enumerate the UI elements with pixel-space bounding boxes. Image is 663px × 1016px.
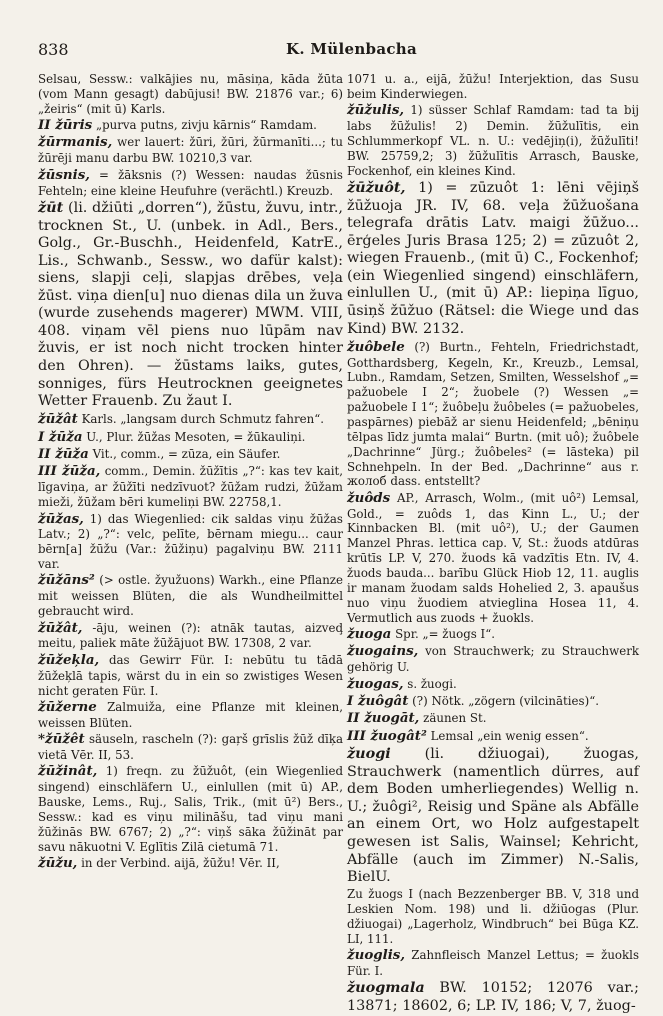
entry-text: (> ostle. žyužuons) Warkh., eine Pflanze mit weissen Blüten, die als Wundheilmittel gebraucht wird. bbox=[38, 573, 343, 619]
entry-headword: žūžât, bbox=[38, 619, 83, 636]
entry-text: wer lauert: žūri, žūri, žūrmanīti...; tu žūrēji manu darbu BW. 10210,3 var. bbox=[38, 135, 344, 166]
dictionary-entry bbox=[347, 728, 639, 745]
dictionary-entry bbox=[38, 429, 343, 446]
entry-headword: žūžulis, bbox=[347, 102, 405, 119]
entry-headword: žūsnis, bbox=[38, 166, 90, 183]
right-column bbox=[347, 72, 639, 1016]
dictionary-entry bbox=[38, 117, 343, 134]
dictionary-entry bbox=[347, 626, 639, 643]
entry-headword: žūt bbox=[38, 198, 64, 216]
dictionary-entry bbox=[347, 72, 639, 102]
dictionary-entry bbox=[38, 855, 343, 872]
entry-text: von Strauchwerk; zu Strauchwerk gehörig U. bbox=[347, 644, 639, 675]
entry-text: (li. džiūti „dorren“), žūstu, žuvu, intr., trocknen St., U. (unbek. in Adl., Bers., Golg., Gr.-Buschh., Heidenfeld, KatrE., Lis., Schwanb., Sessw., wo dafür kalst): siens, slapji ceļi, slapjas drēbes, veļa žūst. viņa dien[u] nuo dienas dila un žuva (wurde zusehends magerer) MWM. VIII, 408. viņam vēl piens nuo lūpām nav žuvis, er ist noch nicht trocken hinter den Ohren). — žūstams laiks, gutes, sonniges, fürs Heutrocknen geeignetes Wetter Frauenb. Zu žaut I. bbox=[38, 199, 343, 410]
entry-text: Lemsal „ein wenig essen“. bbox=[430, 728, 589, 743]
entry-text: 1) das Wiegenlied: cik saldas viņu žūžas Latv.; 2) „?“: velc, pelīte, bērnam miegu... caur bērn[a] žūžu (Var.: žūžiņu) pagalviņu BW. 2111 var. bbox=[38, 511, 343, 572]
entry-text: „purva putns, zivju kārnis“ Ramdam. bbox=[95, 118, 317, 133]
entry-text: Zu žuogs I (nach Bezzenberger BB. V, 318 und Leskien Nom. 198) und li. džiūogas (Plur. džiuogai) „Lagerholz, Windbruch“ bei Būga KZ. LI, 111. bbox=[347, 887, 639, 946]
entry-headword: žuoga bbox=[347, 626, 392, 642]
dictionary-entry bbox=[38, 134, 343, 166]
dictionary-entry bbox=[38, 167, 343, 199]
entry-text: (?) Burtn., Fehteln, Friedrichstadt, Gotthardsberg, Kegeln, Kr., Kreuzb., Lemsal, Lubn., Ramdam, Setzen, Smilten, Wesselshof „= pažuobele I 2“; žuobele (?) Wessen „= pažuobele I 1“; žuôbeļu žuôbeles (= pažuobeles, paspārnes) piebāž ar sienu Heidenfeld; „bēniņu tēlpas līdz jumta malai“ Burtn. (mit uô); žuôbele „Dachrinne“ Jürg.; žuôbeles² (= lāsteka) pil Schnehpeln. In der Bed. „Dachrinne“ aus r. жолоб dass. entstellt? bbox=[347, 339, 639, 489]
entry-headword: žuôds bbox=[347, 489, 391, 506]
entry-text: Zalmuiža, eine Pflanze mit kleinen, weissen Blüten. bbox=[38, 699, 344, 730]
dictionary-entry bbox=[38, 620, 343, 652]
dictionary-entry bbox=[38, 72, 343, 117]
dictionary-entry bbox=[38, 763, 343, 854]
entry-text: in der Verbind. aijā, žūžu! Vēr. II, bbox=[81, 856, 280, 871]
entry-text: Vit., comm., = zūza, ein Säufer. bbox=[92, 447, 281, 461]
entry-headword: žūžāns² bbox=[38, 572, 95, 589]
dictionary-entry bbox=[347, 947, 639, 979]
entry-text: 1) freqn. zu žūžuôt, (ein Wiegenlied singend) einschläfern U., einlullen (mit ū) AP., Bauske, Lems., Ruj., Salis, Trik., (mit ū²) Bers., Sessw.: kad es viņu milināšu, tad viņu mani žūžinās BW. 6767; 2) „?“: viņš sāka žūžināt par savu nākuotni V. Eglītis Zilā cietumā 71. bbox=[38, 764, 343, 854]
dictionary-entry bbox=[38, 463, 343, 510]
page-header bbox=[38, 40, 637, 62]
entry-text: s. žuogi. bbox=[407, 676, 457, 691]
entry-headword: žūžinât, bbox=[38, 763, 98, 780]
entry-headword: žuôbele bbox=[347, 338, 405, 355]
dictionary-entry bbox=[347, 887, 639, 946]
entry-headword: žuogmala bbox=[347, 979, 425, 997]
dictionary-entry bbox=[38, 411, 343, 428]
entry-headword: II žūris bbox=[38, 117, 93, 134]
entry-headword: žūžu, bbox=[38, 855, 78, 872]
entry-text: säuseln, rascheln (?): gaŗš grīslis žūž dīķa vietā Vēr. II, 53. bbox=[38, 732, 343, 763]
dictionary-entry bbox=[347, 676, 639, 693]
entry-headword: III žūža, bbox=[38, 463, 101, 480]
entry-text: = žāksnis (?) Wessen: naudas žūsnis Fehteln; eine kleine Heufuhre (verächtl.) Kreuzb. bbox=[38, 167, 343, 198]
entry-headword: žuogi bbox=[347, 745, 391, 763]
entry-text: BW. 10152; 12076 var.; 13871; 18602, 6; LP. IV, 186; V, 7, žuog- bbox=[347, 980, 640, 1014]
entry-headword: I žuôgât bbox=[347, 693, 409, 710]
entry-headword: žuogas, bbox=[347, 675, 404, 692]
entry-headword: žuogains, bbox=[347, 643, 419, 660]
entry-headword: žūrmanis, bbox=[38, 134, 113, 151]
entry-headword: II žuogāt, bbox=[347, 710, 420, 727]
entry-text: 1) süsser Schlaf Ramdam: tad ta bij labs žūžulis! 2) Demin. žūžulītis, ein Schlummerkopf VL. n. U.: vedējiņ(i), žūžulīti! BW. 25759,2; 3) žūžulītis Arrasch, Bauske, Fockenhof, ein kleines Kind. bbox=[347, 103, 640, 178]
entry-text: Karls. „langsam durch Schmutz fahren“. bbox=[81, 412, 324, 427]
dictionary-entry bbox=[38, 446, 343, 463]
entry-text: 1) = zūzuôt 1: lēni vējiņš žūžuoja JR. IV, 68. veļa žūžuošana telegrafa drātis Latv. maigi žūžuo... ērģeles Juris Brasa 125; 2) = zūzuôt 2, wiegen Frauenb., (mit ū) C., Fockenhof; (ein Wiegenlied singend) einschläfern, einlullen U., (mit ū) AP.: liepiņa līguo, ūsiņš žūžuo (Rätsel: die Wiege und das Kind) BW. 2132. bbox=[347, 180, 639, 337]
entry-headword: III žuogât² bbox=[347, 727, 427, 744]
entry-headword: žūžât bbox=[38, 411, 78, 428]
entry-text: das Gewirr Für. I: nebūtu tu tādā žūžeķlā tapis, wärst du in ein so zwistiges Wesen nicht geraten Für. I. bbox=[38, 652, 343, 698]
entry-headword: II žūža bbox=[38, 446, 89, 462]
dictionary-entry bbox=[347, 490, 639, 626]
entry-text: comm., Demin. žūžītis „?“: kas tev kait, līgaviņa, ar žūžīti nedzīvuot? žūžam rudzi, žūžam mieži, žūžam bēri kumeliņi BW. 22758,1. bbox=[38, 464, 343, 510]
dictionary-entry bbox=[347, 102, 639, 178]
entry-text: AP., Arrasch, Wolm., (mit uô²) Lemsal, Gold., = zuôds 1, das Kinn L., U.; der Kinnbacken Bl. (mit uô²), U.; der Gaumen Manzel Phras. lettica cap. V, St.: žuods atdūras krūtīs LP. V, 270. žuods kā vadzītis Etn. IV, 4. žuods bauda... barību Glück Hiob 12, 11. auglis ir manam žuodam salds Hohelied 2, 3. apaušus nuo viņu žuodiem atvieglina Hosea 11, 4. Vermutlich aus zuods + žuokls. bbox=[347, 490, 639, 625]
entry-headword: *žūžêt bbox=[38, 731, 85, 748]
dictionary-entry bbox=[38, 699, 343, 731]
dictionary-entry bbox=[38, 731, 343, 763]
dictionary-entry bbox=[347, 643, 639, 675]
entry-text: (li. džiuogai), žuogas, Strauchwerk (namentlich dürres, auf dem Boden umherliegendes) Wellig n. U.; žuôgi², Reisig und Späne als Abfälle an einem Ort, wo Holz aufgestapelt gewesen ist Salis, Wainsel; Kehricht, Abfälle (auch im Zimmer) N.-Salis, BielU. bbox=[347, 746, 639, 886]
entry-headword: žūžas, bbox=[38, 510, 84, 527]
entry-text: 1071 u. a., eijā, žūžu! Interjektion, das Susu beim Kinderwiegen. bbox=[347, 72, 639, 101]
dictionary-entry bbox=[38, 652, 343, 699]
entry-headword: žuoglis, bbox=[347, 947, 406, 964]
entry-headword: I žūža bbox=[38, 428, 83, 445]
page-number: 838 bbox=[38, 40, 69, 59]
entry-text: Spr. „= žuogs I“. bbox=[395, 627, 495, 641]
entry-text: zäunen St. bbox=[423, 711, 487, 726]
entry-headword: žūžerne bbox=[38, 698, 97, 715]
entry-headword: žūžeķla, bbox=[38, 651, 100, 668]
entry-text: -āju, weinen (?): atnāk tautas, aizveḑ meitu, paliek māte žūžājuot BW. 17308, 2 var. bbox=[38, 620, 343, 651]
dictionary-entry bbox=[347, 179, 639, 338]
left-column bbox=[38, 72, 343, 873]
dictionary-entry bbox=[347, 339, 639, 490]
entry-text: (?) Nötk. „zögern (vilcināties)“. bbox=[412, 694, 599, 709]
running-head: K. Mülenbacha bbox=[286, 40, 418, 58]
entry-text: U., Plur. žūžas Mesoten, = žūkauliņi. bbox=[86, 429, 306, 444]
dictionary-entry bbox=[347, 693, 639, 710]
dictionary-entry bbox=[38, 511, 343, 572]
entry-text: Zahnfleisch Manzel Lettus; = žuokls Für. I. bbox=[347, 948, 640, 979]
dictionary-entry bbox=[347, 979, 639, 1015]
dictionary-entry bbox=[347, 745, 639, 887]
entry-text: Selsau, Sessw.: valkājies nu, māsiņa, kāda žūta (vom Mann gesagt) dabūjusi! BW. 21876 var.; 6) „žeiris“ (mit ū) Karls. bbox=[38, 72, 343, 116]
dictionary-entry bbox=[38, 572, 343, 619]
entry-headword: žūžuôt, bbox=[347, 179, 406, 197]
dictionary-entry bbox=[38, 199, 343, 411]
dictionary-entry bbox=[347, 710, 639, 727]
